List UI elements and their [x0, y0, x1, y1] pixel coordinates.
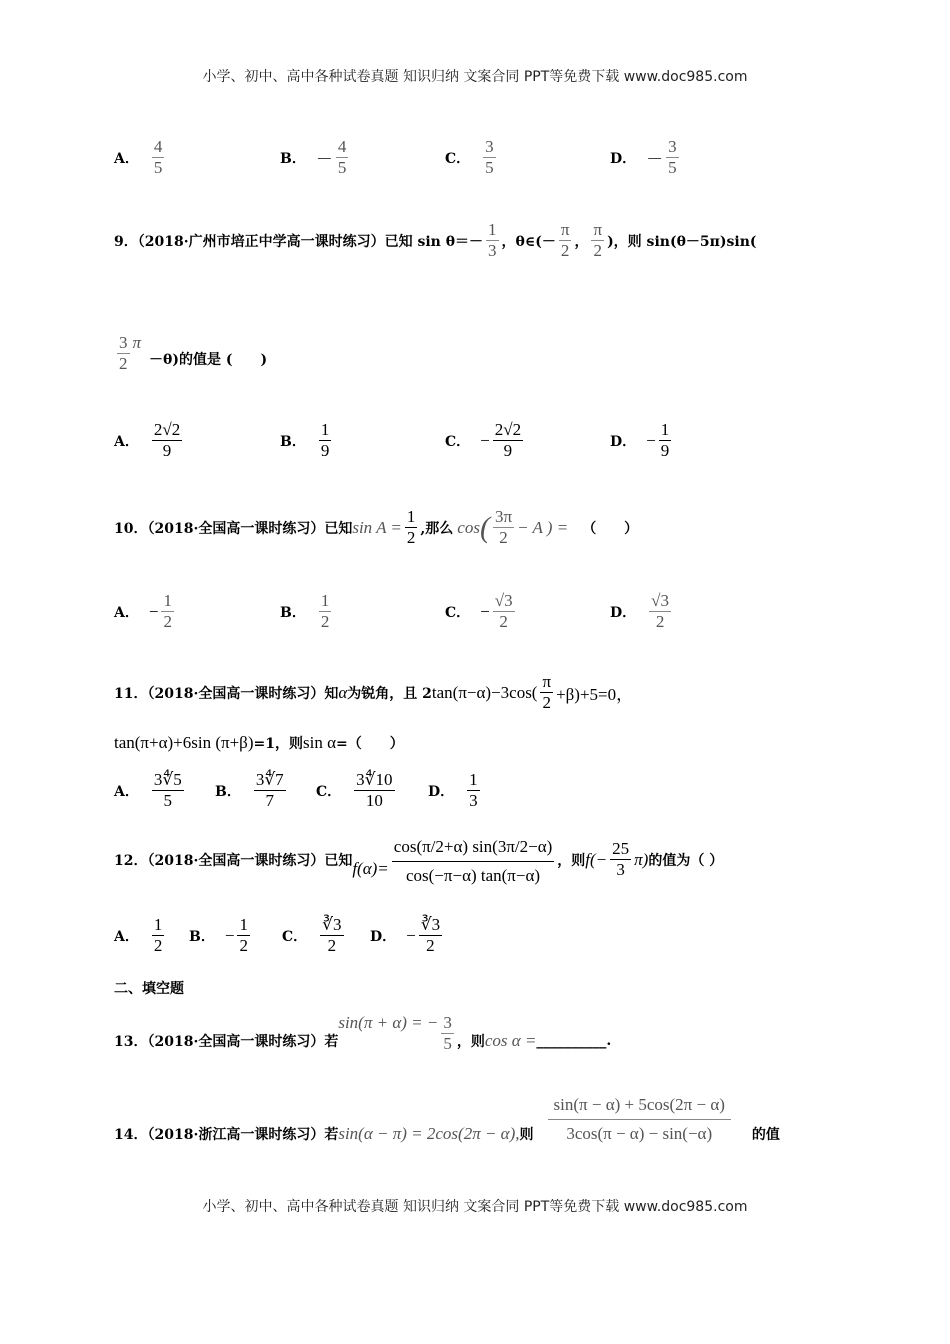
question-14 — [114, 1094, 780, 1144]
question-text: ，则 — [557, 852, 586, 869]
denominator: 3 — [488, 241, 497, 260]
denominator: 2 — [163, 612, 172, 631]
fraction — [405, 507, 418, 548]
numerator: π — [593, 220, 603, 239]
math-expression: sin A = — [352, 517, 402, 537]
denominator: 3 — [616, 860, 625, 879]
fraction — [117, 333, 130, 374]
numerator: 4 — [153, 137, 163, 156]
math-expression: tan(π+α)+6sin (π+β) — [114, 733, 254, 752]
option-c — [445, 137, 499, 178]
denominator: 5 — [443, 1034, 452, 1053]
sign: − — [406, 925, 416, 945]
question-text: 11．（2018·全国高一课时练习）知 — [114, 685, 339, 702]
numerator: 1 — [153, 915, 163, 934]
question-text: 13．（2018·全国高一课时练习）若 — [114, 1033, 339, 1050]
fraction — [152, 137, 165, 178]
math-expression: cos — [457, 517, 480, 537]
option-a — [114, 915, 167, 956]
question-text: 的值 — [751, 1127, 780, 1143]
option-label: D． — [428, 783, 455, 800]
question-13 — [114, 1013, 611, 1054]
question-11 — [114, 672, 633, 713]
option-b — [215, 770, 289, 811]
question-text: =1，则 — [253, 736, 303, 752]
denominator: 9 — [320, 441, 330, 460]
question-text: －θ)的值是 ( ) — [149, 351, 268, 368]
numerator: √3 — [651, 591, 669, 610]
fraction — [666, 137, 679, 178]
denominator: 9 — [503, 441, 513, 460]
denominator: cos(−π−α) tan(π−α) — [405, 866, 541, 885]
sign: − — [480, 601, 490, 621]
numerator: 1 — [320, 420, 330, 439]
fraction — [161, 591, 174, 632]
denominator: 3cos(π − α) − sin(−α) — [566, 1123, 713, 1143]
denominator: 2 — [320, 612, 330, 631]
denominator: 2 — [426, 936, 435, 955]
option-a — [114, 770, 187, 811]
answer-blank[interactable]: __________. — [536, 1032, 612, 1049]
numerator: 3π — [494, 507, 513, 526]
question-9 — [114, 220, 757, 261]
denominator: 2 — [499, 612, 508, 631]
option-label: B． — [189, 928, 215, 945]
question-12 — [114, 833, 723, 886]
option-c — [316, 770, 398, 811]
option-d — [610, 420, 674, 461]
denominator: 2 — [239, 936, 248, 955]
option-label: D． — [610, 433, 637, 450]
fraction — [467, 770, 480, 811]
fraction — [493, 420, 523, 461]
pi-symbol: π — [132, 333, 142, 352]
math-expression: +β)+5=0， — [556, 685, 634, 704]
denominator: 2 — [153, 936, 163, 955]
fraction — [493, 507, 514, 548]
numerator: 3∜5 — [153, 770, 182, 789]
numerator: 1 — [320, 591, 330, 610]
denominator: 2 — [560, 241, 570, 260]
sign: − — [480, 430, 490, 450]
fraction — [559, 220, 572, 261]
numerator: 1 — [239, 915, 248, 934]
denominator: 2 — [542, 693, 552, 712]
numerator: 3 — [443, 1013, 452, 1032]
fraction — [320, 915, 343, 956]
numerator: 2√2 — [494, 420, 522, 439]
option-label: C． — [316, 783, 342, 800]
option-label: B． — [280, 604, 306, 621]
numerator: 3 — [668, 137, 677, 156]
math-expression: tan(π−α)−3cos( — [431, 682, 538, 702]
denominator: 5 — [668, 158, 677, 177]
numerator: 1 — [469, 770, 478, 789]
option-c — [282, 915, 347, 956]
question-text: 14．（2018·浙江高一课时练习）若 — [114, 1127, 339, 1143]
option-a — [114, 591, 177, 632]
question-text: ,那么 — [420, 520, 454, 537]
numerator: √3 — [494, 591, 513, 610]
fraction — [659, 420, 672, 461]
denominator: 5 — [485, 158, 494, 177]
numerator: 1 — [660, 420, 670, 439]
numerator: 2√2 — [153, 420, 181, 439]
fraction — [591, 220, 604, 261]
fraction — [483, 137, 496, 178]
math-expression: sin α — [302, 733, 336, 752]
denominator: 2 — [499, 528, 508, 547]
sign: － — [315, 150, 333, 169]
denominator: 2 — [119, 354, 128, 373]
math-expression: f(α)= — [352, 858, 389, 878]
option-label: B． — [215, 783, 241, 800]
fraction — [493, 591, 515, 632]
option-label: A． — [114, 783, 139, 800]
fraction — [540, 672, 553, 713]
option-label: D． — [610, 150, 637, 167]
option-b — [280, 420, 334, 461]
option-b — [280, 591, 334, 632]
fraction — [354, 770, 394, 811]
fraction — [441, 1013, 454, 1054]
fraction — [254, 770, 286, 811]
denominator: 2 — [327, 936, 337, 955]
denominator: 9 — [660, 441, 670, 460]
option-label: D． — [610, 604, 637, 621]
fraction — [392, 833, 555, 886]
answer-bracket: （ ） — [582, 520, 639, 537]
option-d — [370, 915, 445, 956]
numerator: sin(π − α) + 5cos(2π − α) — [548, 1095, 731, 1120]
option-a — [114, 137, 167, 178]
question-text: ， — [574, 233, 589, 250]
question-text: )，则 sin(θ－5π)sin( — [607, 233, 757, 250]
math-expression: π) — [634, 849, 649, 869]
option-b — [280, 137, 351, 178]
fraction — [649, 591, 671, 632]
denominator: 5 — [337, 158, 347, 177]
numerator: 3∜7 — [255, 770, 284, 789]
option-label: C． — [445, 604, 471, 621]
option-c — [445, 591, 518, 632]
denominator: 2 — [593, 241, 603, 260]
answer-bracket: =（ ） — [335, 736, 404, 752]
question-text: 12．（2018·全国高一课时练习）已知 — [114, 852, 353, 869]
section-heading: 二、填空题 — [114, 981, 184, 997]
math-expression: − A ) = — [517, 517, 569, 537]
fraction — [319, 420, 332, 461]
option-label: A． — [114, 604, 139, 621]
option-label: C． — [282, 928, 308, 945]
question-11-line2 — [114, 733, 404, 753]
denominator: 3 — [469, 791, 478, 810]
fraction — [419, 915, 442, 956]
fraction — [610, 839, 631, 880]
math-expression: cos α = — [484, 1030, 537, 1050]
option-label: A． — [114, 433, 139, 450]
alpha-symbol: α — [338, 682, 348, 702]
denominator: 2 — [655, 612, 665, 631]
question-9-line2 — [114, 333, 267, 374]
math-expression: f(− — [585, 849, 608, 869]
math-expression: sin(α − π) = 2cos(2π − α), — [338, 1124, 520, 1143]
denominator: 5 — [153, 158, 163, 177]
numerator: 4 — [337, 137, 347, 156]
option-d — [428, 770, 483, 811]
option-d — [610, 137, 682, 178]
fraction — [152, 915, 165, 956]
option-b — [189, 915, 253, 956]
question-text: 则 — [519, 1127, 534, 1143]
fraction — [152, 420, 182, 461]
numerator: π — [542, 672, 552, 691]
fraction — [336, 137, 349, 178]
numerator: 3 — [119, 333, 128, 352]
denominator: 7 — [265, 791, 275, 810]
option-label: D． — [370, 928, 397, 945]
option-label: C． — [445, 150, 471, 167]
question-10: 10．（2018·全国高一课时练习）已知 sin A = $\frac{1}{2}$ ,那么 cos ( $\frac{3\pi}{2}$ − A ) = （ ） — [114, 507, 639, 547]
sign: − — [224, 925, 235, 945]
numerator: ∛3 — [322, 915, 342, 934]
numerator: 25 — [612, 839, 630, 858]
option-label: B． — [280, 433, 306, 450]
sign: − — [148, 601, 159, 621]
denominator: 9 — [162, 441, 172, 460]
denominator: 5 — [163, 791, 173, 810]
option-d — [610, 591, 674, 632]
fraction — [152, 770, 184, 811]
math-expression: sin(π + α) = − — [338, 1013, 439, 1032]
question-text: ，θ∈(－ — [501, 233, 556, 250]
fraction — [486, 220, 499, 261]
question-text: 为锐角，且 2 — [347, 685, 432, 702]
numerator: 1 — [406, 507, 416, 526]
sign: − — [646, 430, 656, 450]
numerator: 3 — [485, 137, 494, 156]
question-text: 9．（2018·广州市培正中学高一课时练习）已知 sin θ＝－ — [114, 233, 484, 250]
question-text: ，则 — [456, 1033, 485, 1050]
numerator: π — [560, 220, 570, 239]
denominator: 2 — [406, 528, 416, 547]
option-label: A． — [114, 150, 139, 167]
option-c — [445, 420, 526, 461]
page-footer: 小学、初中、高中各种试卷真题 知识归纳 文案合同 PPT等免费下载 www.doc985.com — [202, 1199, 748, 1215]
numerator: 1 — [163, 591, 172, 610]
question-text: 的值为（ ） — [648, 852, 724, 869]
denominator: 10 — [365, 791, 383, 810]
fraction — [548, 1095, 731, 1144]
option-label: A． — [114, 928, 139, 945]
numerator: 1 — [488, 220, 497, 239]
numerator: 3∜10 — [356, 770, 393, 789]
question-text: 10．（2018·全国高一课时练习）已知 — [114, 520, 353, 537]
numerator: ∛3 — [420, 915, 441, 934]
option-label: C． — [445, 433, 471, 450]
page-header: 小学、初中、高中各种试卷真题 知识归纳 文案合同 PPT等免费下载 www.doc985.com — [202, 69, 748, 85]
fraction — [319, 591, 332, 632]
option-label: B． — [280, 150, 306, 167]
numerator: cos(π/2+α) sin(3π/2−α) — [392, 833, 555, 862]
option-a — [114, 420, 185, 461]
fraction — [237, 915, 250, 956]
sign: － — [646, 150, 664, 169]
